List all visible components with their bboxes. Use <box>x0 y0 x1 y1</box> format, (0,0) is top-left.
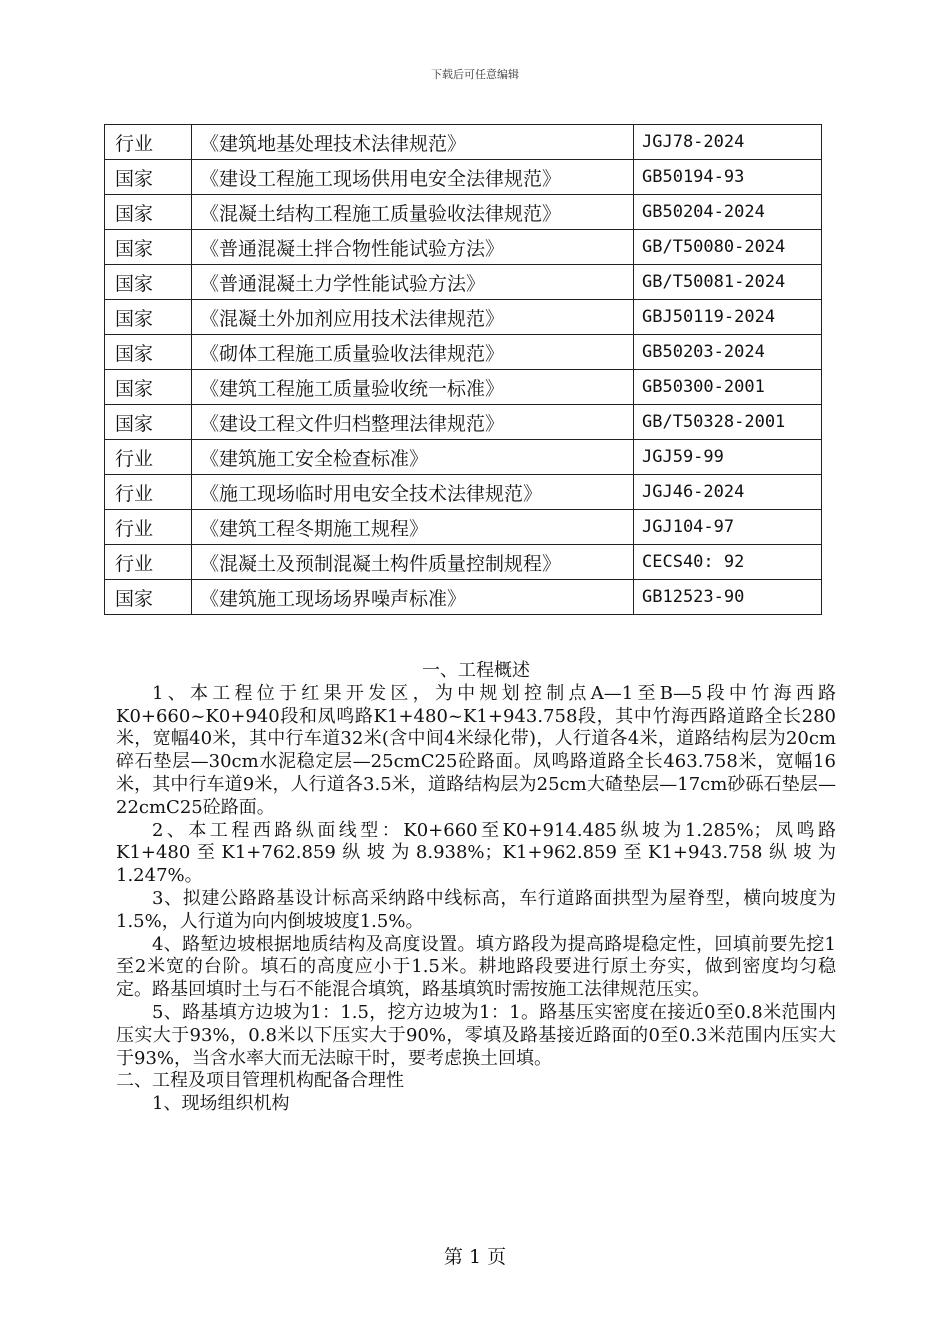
table-row <box>105 230 822 265</box>
section-1-para-1: 1、本工程位于红果开发区，为中规划控制点A—1至B—5段中竹海西路K0+660~K0+940段和凤鸣路K1+480~K1+943.758段，其中竹海西路道路全长280米，宽幅40米，其中行车道32米(含中间4米绿化带)，人行道各4米，道路结构层为20cm碎石垫层—30cm水泥稳定层—25cmC25砼路面。凤鸣路道路全长463.758米，宽幅16米，其中行车道9米，人行道各3.5米，道路结构层为25cm大碴垫层—17cm砂砾石垫层—22cmC25砼路面。 <box>116 682 836 818</box>
body-text <box>116 660 836 1116</box>
standard-name: 《建筑工程冬期施工规程》 <box>192 510 634 545</box>
standard-name: 《混凝土及预制混凝土构件质量控制规程》 <box>192 545 634 580</box>
table-row <box>105 405 822 440</box>
standard-name: 《普通混凝土力学性能试验方法》 <box>192 265 634 300</box>
standard-name: 《建设工程施工现场供用电安全法律规范》 <box>192 160 634 195</box>
standard-name: 《混凝土外加剂应用技术法律规范》 <box>192 300 634 335</box>
standard-level: 国家 <box>105 405 192 440</box>
standard-code: JGJ46-2024 <box>634 475 822 510</box>
standard-code: GB50300-2001 <box>634 370 822 405</box>
section-1-para-4: 4、路堑边坡根据地质结构及高度设置。填方路段为提高路堤稳定性，回填前要先挖1至2米宽的台阶。填石的高度应小于1.5米。耕地路段要进行原土夯实，做到密度均匀稳定。路基回填时土与石不能混合填筑，路基填筑时需按施工法律规范压实。 <box>116 933 836 1001</box>
standard-code: GB/T50080-2024 <box>634 230 822 265</box>
page-number: 第 1 页 <box>443 1246 507 1268</box>
table-row <box>105 580 822 615</box>
standard-code: JGJ59-99 <box>634 440 822 475</box>
standard-level: 行业 <box>105 125 192 160</box>
standard-code: GBJ50119-2024 <box>634 300 822 335</box>
standard-name: 《施工现场临时用电安全技术法律规范》 <box>192 475 634 510</box>
standards-table <box>104 124 822 615</box>
table-row <box>105 195 822 230</box>
table-row <box>105 125 822 160</box>
standard-name: 《建筑地基处理技术法律规范》 <box>192 125 634 160</box>
section-2-title: 二、工程及项目管理机构配备合理性 <box>116 1070 404 1092</box>
table-row <box>105 440 822 475</box>
standard-level: 国家 <box>105 230 192 265</box>
section-1-para-3: 3、拟建公路路基设计标高采纳路中线标高，车行道路面拱型为屋脊型，横向坡度为1.5%，人行道为向内倒坡坡度1.5%。 <box>116 887 836 932</box>
standard-code: CECS40: 92 <box>634 545 822 580</box>
standard-code: GB50203-2024 <box>634 335 822 370</box>
standard-level: 国家 <box>105 370 192 405</box>
section-2-sub-1: 1、现场组织机构 <box>152 1093 290 1115</box>
standard-level: 国家 <box>105 300 192 335</box>
table-row <box>105 300 822 335</box>
standard-name: 《混凝土结构工程施工质量验收法律规范》 <box>192 195 634 230</box>
standard-code: GB50204-2024 <box>634 195 822 230</box>
standard-code: GB12523-90 <box>634 580 822 615</box>
table-row <box>105 265 822 300</box>
standard-level: 国家 <box>105 265 192 300</box>
table-row <box>105 370 822 405</box>
standard-code: GB/T50328-2001 <box>634 405 822 440</box>
standard-name: 《建筑工程施工质量验收统一标准》 <box>192 370 634 405</box>
standard-name: 《建设工程文件归档整理法律规范》 <box>192 405 634 440</box>
table-row <box>105 510 822 545</box>
standard-level: 行业 <box>105 440 192 475</box>
standard-level: 行业 <box>105 475 192 510</box>
standard-code: JGJ78-2024 <box>634 125 822 160</box>
table-row <box>105 160 822 195</box>
section-1-para-2: 2、本工程西路纵面线型：K0+660至K0+914.485纵坡为1.285%；凤鸣路K1+480至K1+762.859纵坡为8.938%；K1+962.859至K1+943.758纵坡为1.247%。 <box>116 819 837 887</box>
standard-level: 国家 <box>105 195 192 230</box>
table-row <box>105 545 822 580</box>
standard-code: GB50194-93 <box>634 160 822 195</box>
standard-level: 国家 <box>105 160 192 195</box>
standard-level: 行业 <box>105 545 192 580</box>
standard-level: 行业 <box>105 510 192 545</box>
header-note: 下载后可任意编辑 <box>431 68 519 81</box>
standard-name: 《普通混凝土拌合物性能试验方法》 <box>192 230 634 265</box>
standard-level: 国家 <box>105 580 192 615</box>
standard-name: 《建筑施工安全检查标准》 <box>192 440 634 475</box>
standard-name: 《建筑施工现场场界噪声标准》 <box>192 580 634 615</box>
section-1-para-5: 5、路基填方边坡为1：1.5，挖方边坡为1：1。路基压实密度在接近0至0.8米范围内压实大于93%，0.8米以下压实大于90%，零填及路基接近路面的0至0.3米范围内压实大于93%，当含水率大而无法晾干时，要考虑换土回填。 <box>116 1001 836 1069</box>
standard-code: GB/T50081-2024 <box>634 265 822 300</box>
table-row <box>105 475 822 510</box>
table-row <box>105 335 822 370</box>
section-1-title: 一、工程概述 <box>422 660 530 681</box>
standard-name: 《砌体工程施工质量验收法律规范》 <box>192 335 634 370</box>
standard-code: JGJ104-97 <box>634 510 822 545</box>
standard-level: 国家 <box>105 335 192 370</box>
